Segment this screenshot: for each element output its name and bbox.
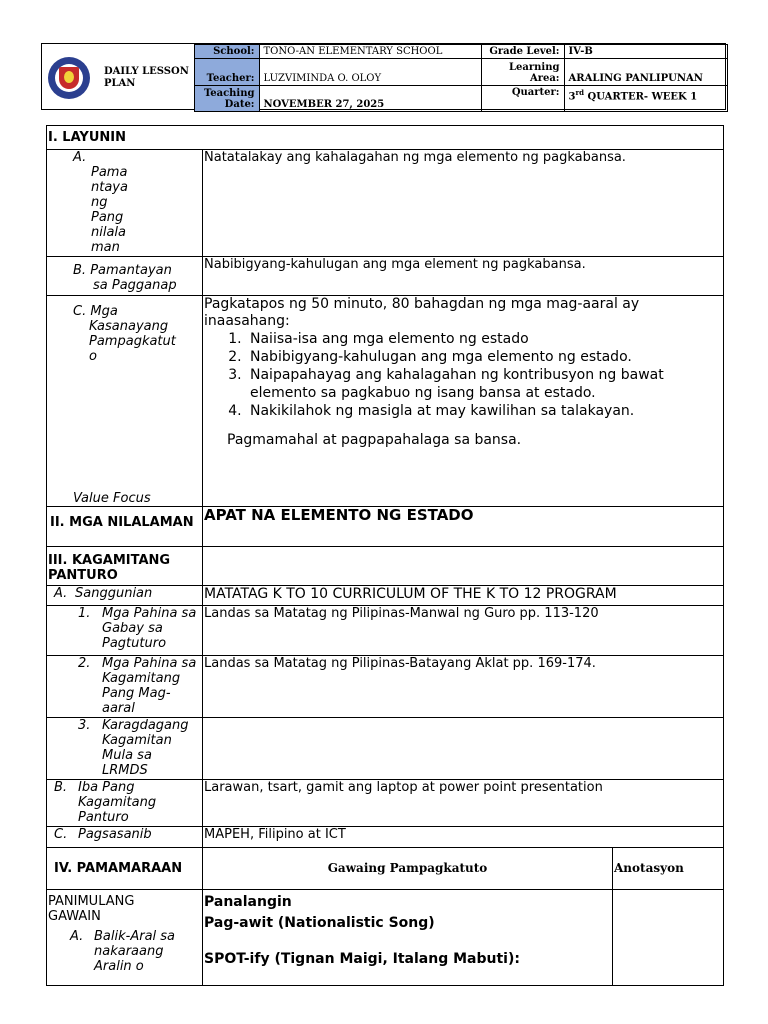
teaching-date-value: NOVEMBER 27, 2025	[259, 86, 481, 112]
lrmds-label: 3. Karagdagang Kagamitan Mula sa LRMDS	[47, 718, 203, 780]
layunin-b-value: Nabibigyang-kahulugan ang mga element ng pagkabansa.	[203, 257, 724, 296]
objectives-intro: Pagkatapos ng 50 minuto, 80 bahagdan ng mga mag-aaral ay inaasahang:	[204, 296, 640, 329]
teaching-date-label: Teaching Date:	[194, 86, 259, 112]
doc-title: DAILY LESSON PLAN	[104, 66, 189, 89]
pag-awit-text: Pag-awit (Nationalistic Song)	[204, 915, 435, 931]
nilalaman-value: APAT NA ELEMENTO NG ESTADO	[203, 507, 724, 547]
panimulang-gawain-label: PANIMULANG GAWAIN A. Balik-Aral sa nakaraang Aralin o	[47, 890, 203, 986]
iba-pang-kagamitan-label: B. Iba Pang Kagamitang Panturo	[47, 780, 203, 827]
lesson-plan-table	[46, 125, 724, 986]
pamamaraan-heading: IV. PAMAMARAAN	[47, 848, 203, 890]
quarter-label: Quarter:	[481, 86, 564, 112]
teacher-value: LUZVIMINDA O. OLOY	[259, 59, 481, 86]
gabay-pagtuturo-label: 1. Mga Pahina sa Gabay sa Pagtuturo	[47, 606, 203, 656]
quarter-value: 3rd QUARTER- WEEK 1	[564, 86, 727, 112]
anotasyon-header: Anotasyon	[613, 848, 724, 890]
layunin-a-label: A. Pama ntaya ng Pang nilala man	[47, 150, 203, 257]
nilalaman-heading: II. MGA NILALAMAN	[47, 507, 203, 547]
grade-level-label: Grade Level:	[481, 45, 564, 59]
objective-item: 2. Nabibigyang-kahulugan ang mga elemento ng estado.	[246, 348, 722, 366]
kagamitan-heading-blank	[203, 547, 724, 586]
panalangin-text: Panalangin	[204, 894, 292, 910]
deped-seal-icon	[48, 57, 90, 99]
layunin-c-value	[203, 296, 724, 507]
school-label: School:	[194, 45, 259, 59]
objective-item: 4. Nakikilahok ng masigla at may kawilihan sa talakayan.	[246, 402, 722, 420]
kagamitan-heading: III. KAGAMITANG PANTURO	[47, 547, 203, 586]
teacher-label: Teacher:	[194, 59, 259, 86]
pagsasanib-value: MAPEH, Filipino at ICT	[203, 827, 724, 848]
iba-pang-kagamitan-value: Larawan, tsart, gamit ang laptop at power point presentation	[203, 780, 724, 827]
value-focus-label: Value Focus	[73, 491, 151, 506]
section-layunin-heading: I. LAYUNIN	[47, 126, 724, 150]
panimulang-gawain-content	[203, 890, 613, 986]
spotify-text: SPOT-ify (Tignan Maigi, Italang Mabuti):	[204, 951, 520, 967]
learning-area-label: Learning Area:	[481, 59, 564, 86]
kagamitang-mag-aaral-value: Landas sa Matatag ng Pilipinas-Batayang Aklat pp. 169-174.	[203, 656, 724, 718]
layunin-b-label: B. Pamantayan sa Pagganap	[47, 257, 203, 296]
panimulang-gawain-anotasyon	[613, 890, 724, 986]
kagamitang-mag-aaral-label: 2. Mga Pahina sa Kagamitang Pang Mag-aaral	[47, 656, 203, 718]
objective-item: 3. Naipapahayag ang kahalagahan ng kontribusyon ng bawat elemento sa pagkabuo ng isang bansa at estado.	[246, 366, 722, 402]
gabay-pagtuturo-value: Landas sa Matatag ng Pilipinas-Manwal ng Guro pp. 113-120	[203, 606, 724, 656]
gawaing-pampagkatuto-header: Gawaing Pampagkatuto	[203, 848, 613, 890]
logo-cell	[42, 45, 194, 112]
lrmds-value	[203, 718, 724, 780]
school-value: TONO-AN ELEMENTARY SCHOOL	[259, 45, 481, 59]
learning-area-value: ARALING PANLIPUNAN	[564, 59, 727, 86]
pagsasanib-label: C. Pagsasanib	[47, 827, 203, 848]
lesson-plan-header	[41, 43, 726, 110]
layunin-c-label: C. Mga Kasanayang Pampagkatut o Value Focus	[47, 296, 203, 507]
objectives-list	[204, 330, 722, 420]
layunin-a-value: Natatalakay ang kahalagahan ng mga elemento ng pagkabansa.	[203, 150, 724, 257]
grade-level-value: IV-B	[564, 45, 727, 59]
objective-item: 1. Naiisa-isa ang mga elemento ng estado	[246, 330, 722, 348]
sanggunian-value: MATATAG K TO 10 CURRICULUM OF THE K TO 12 PROGRAM	[203, 586, 724, 606]
value-focus-text: Pagmamahal at pagpapahalaga sa bansa.	[227, 432, 522, 448]
sanggunian-label: A. Sanggunian	[47, 586, 203, 606]
